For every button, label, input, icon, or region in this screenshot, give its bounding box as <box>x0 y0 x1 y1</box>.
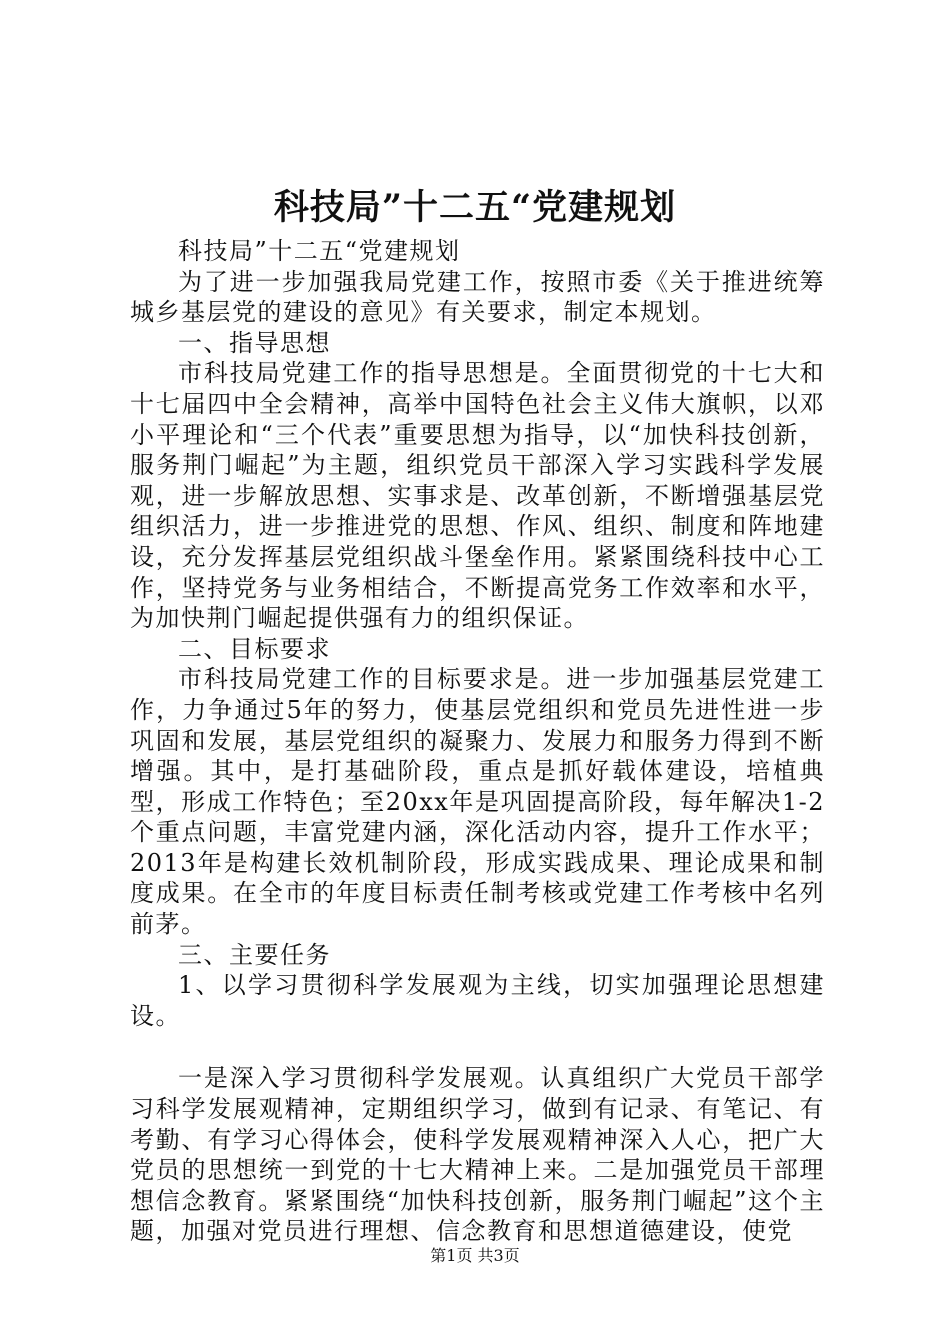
paragraph-task-1-detail: 一是深入学习贯彻科学发展观。认真组织广大党员干部学习科学发展观精神，定期组织学习，做到有记录、有笔记、有考勤、有学习心得体会，使科学发展观精神深入人心，把广大党员的思想统一到党的十七大精神上来。二是加强党员干部理想信念教育。紧紧围绕“加快科技创新，服务荆门崛起”这个主题，加强对党员进行理想、信念教育和思想道德建设，使党 <box>130 1064 825 1246</box>
paragraph-goals: 市科技局党建工作的目标要求是。进一步加强基层党建工作，力争通过5年的努力，使基层党组织和党员先进性进一步巩固和发展，基层党组织的凝聚力、发展力和服务力得到不断增强。其中，是打基础阶段，重点是抓好载体建设，培植典型，形成工作特色；至20xx年是巩固提高阶段，每年解决1-2个重点问题，丰富党建内涵，深化活动内容，提升工作水平；2013年是构建长效机制阶段，形成实践成果、理论成果和制度成果。在全市的年度目标责任制考核或党建工作考核中名列前茅。 <box>130 665 825 939</box>
page-footer: 第1页 共3页 <box>430 1246 520 1265</box>
paragraph-task-1: 1、以学习贯彻科学发展观为主线，切实加强理论思想建设。 <box>130 971 825 1030</box>
paragraph-subtitle: 科技局”十二五“党建规划 <box>178 237 461 265</box>
paragraph-intro: 为了进一步加强我局党建工作，按照市委《关于推进统筹城乡基层党的建设的意见》有关要求，制定本规划。 <box>130 267 825 327</box>
section-heading-guiding-thought: 一、指导思想 <box>178 328 331 357</box>
section-heading-goals: 二、目标要求 <box>178 634 331 663</box>
document-body <box>130 236 825 1247</box>
paragraph-guiding-thought: 市科技局党建工作的指导思想是。全面贯彻党的十七大和十七届四中全会精神，高举中国特色社会主义伟大旗帜，以邓小平理论和“三个代表”重要思想为指导，以“加快科技创新，服务荆门崛起”为主题，组织党员干部深入学习实践科学发展观，进一步解放思想、实事求是、改革创新，不断增强基层党组织活力，进一步推进党的思想、作风、组织、制度和阵地建设，充分发挥基层党组织战斗堡垒作用。紧紧围绕科技中心工作，坚持党务与业务相结合，不断提高党务工作效率和水平，为加快荆门崛起提供强有力的组织保证。 <box>130 359 825 633</box>
section-heading-main-tasks: 三、主要任务 <box>178 940 331 969</box>
document-title: 科技局”十二五“党建规划 <box>273 187 677 228</box>
